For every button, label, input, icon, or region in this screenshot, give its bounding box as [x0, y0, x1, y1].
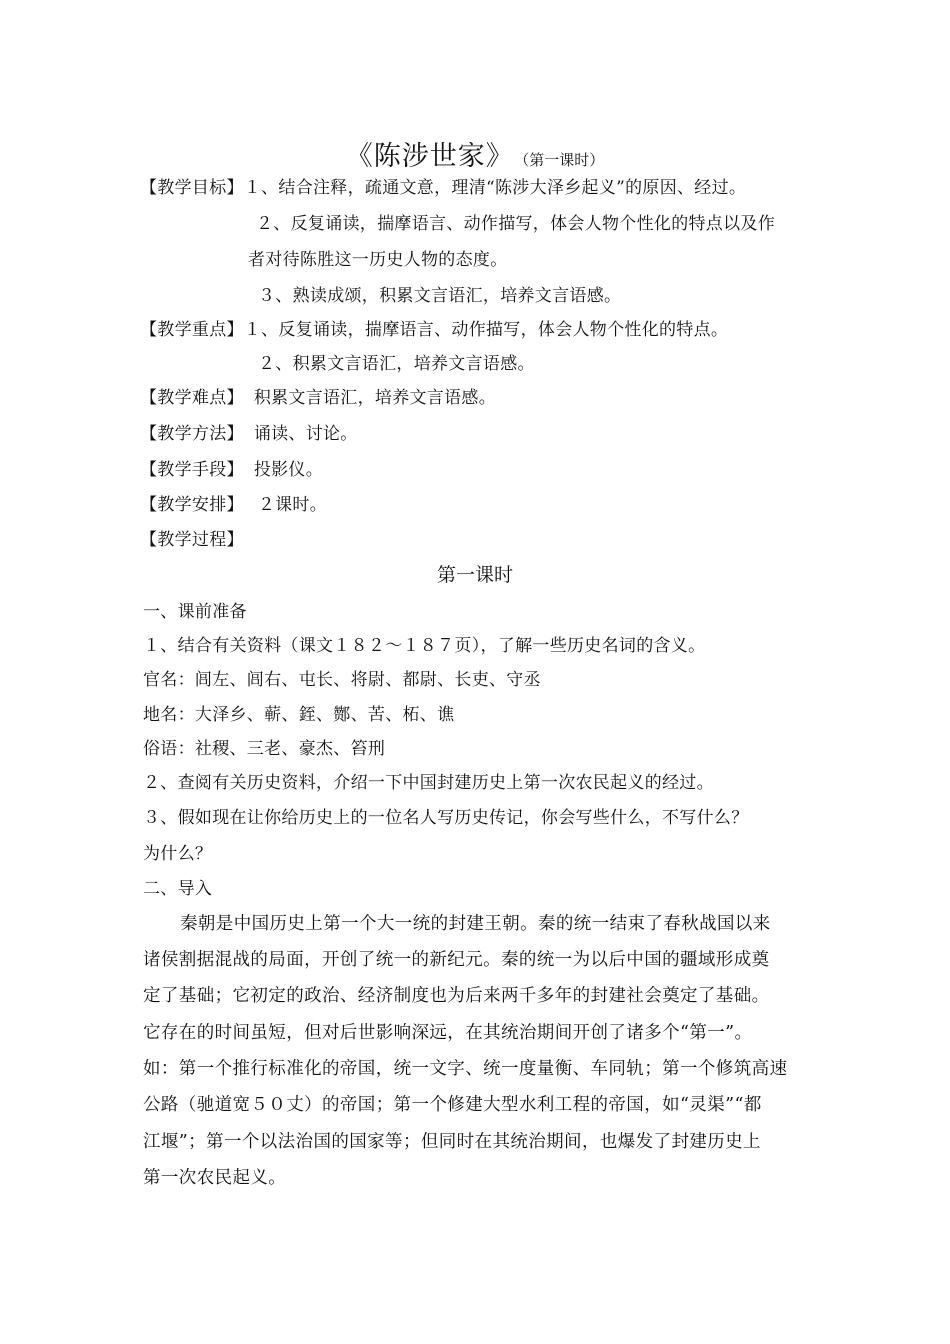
objectives-item-3: ３、熟读成颂，积累文言语汇，培养文言语感。 [258, 286, 622, 306]
section1-item-3-line-1: ３、假如现在让你给历史上的一位名人写历史传记，你会写些什么，不写什么？ [143, 808, 749, 828]
document-title-note: （第一课时） [521, 151, 605, 169]
intro-paragraph-line-6: 公路（驰道宽５０丈）的帝国；第一个修建大型水利工程的帝国，如“灵渠”“都 [143, 1095, 762, 1115]
section1-heading: 一、课前准备 [143, 602, 247, 622]
key-points-label: 【教学重点】 [140, 320, 244, 340]
section1-item-3-line-2: 为什么？ [143, 844, 213, 864]
session-heading: 第一课时 [436, 564, 513, 586]
tools-text: 投影仪。 [253, 460, 324, 480]
intro-paragraph-line-1: 秦朝是中国历史上第一个大一统的封建王朝。秦的统一结束了春秋战国以来 [180, 914, 771, 934]
document-title: 《陈涉世家》 [345, 141, 514, 172]
section2-heading: 二、导入 [143, 879, 213, 899]
difficulties-label: 【教学难点】 [140, 388, 244, 408]
intro-paragraph-line-7: 江堰”；第一个以法治国的国家等；但同时在其统治期间，也爆发了封建历史上 [143, 1132, 761, 1152]
objectives-item-2-line-2: 者对待陈胜这一历史人物的态度。 [248, 250, 508, 270]
methods-line [140, 422, 358, 446]
key-points-item-2: ２、积累文言语汇，培养文言语感。 [258, 354, 535, 374]
difficulties-line [140, 386, 496, 410]
methods-label: 【教学方法】 [140, 424, 244, 444]
difficulties-text: 积累文言语汇，培养文言语感。 [253, 388, 497, 408]
intro-paragraph-line-4: 它存在的时间虽短，但对后世影响深远，在其统治期间开创了诸多个“第一”。 [143, 1023, 753, 1043]
common-words: 俗语：社稷、三老、豪杰、笞刑 [143, 739, 386, 759]
objectives-item-1: １、结合注释，疏通文意，理清“陈涉大泽乡起义”的原因、经过。 [243, 178, 747, 198]
tools-line [140, 458, 323, 482]
intro-paragraph-line-2: 诸侯割据混战的局面，开创了统一的新纪元。秦的统一为以后中国的疆域形成奠 [143, 950, 770, 970]
official-titles: 官名：闾左、闾右、屯长、将尉、都尉、长吏、守丞 [143, 670, 541, 690]
schedule-line [140, 493, 327, 517]
intro-paragraph-line-5: 如：第一个推行标准化的帝国，统一文字、统一度量衡、车同轨；第一个修筑高速 [143, 1059, 788, 1079]
methods-text: 诵读、讨论。 [253, 424, 358, 444]
section1-item-2: ２、查阅有关历史资料，介绍一下中国封建历史上第一次农民起义的经过。 [143, 773, 714, 793]
place-names: 地名：大泽乡、蕲、銍、酂、苦、柘、谯 [143, 705, 455, 725]
intro-paragraph-line-8: 第一次农民起义。 [143, 1168, 287, 1188]
intro-paragraph-line-3: 定了基础；它初定的政治、经济制度也为后来两千多年的封建社会奠定了基础。 [143, 986, 770, 1006]
process-label: 【教学过程】 [140, 530, 244, 550]
key-points-line-1 [140, 318, 728, 342]
schedule-label: 【教学安排】 [140, 495, 244, 515]
document-title-row [0, 134, 950, 173]
objectives-line-1 [140, 176, 746, 200]
objectives-item-2-line-1: ２、反复诵读，揣摩语言、动作描写，体会人物个性化的特点以及作 [256, 214, 775, 234]
key-points-item-1: １、反复诵读，揣摩语言、动作描写，体会人物个性化的特点。 [243, 320, 729, 340]
tools-label: 【教学手段】 [140, 460, 244, 480]
section1-item-1: １、结合有关资料（课文１８２～１８７页），了解一些历史名词的含义。 [143, 636, 706, 656]
objectives-label: 【教学目标】 [140, 178, 244, 198]
schedule-text: ２课时。 [257, 495, 328, 515]
